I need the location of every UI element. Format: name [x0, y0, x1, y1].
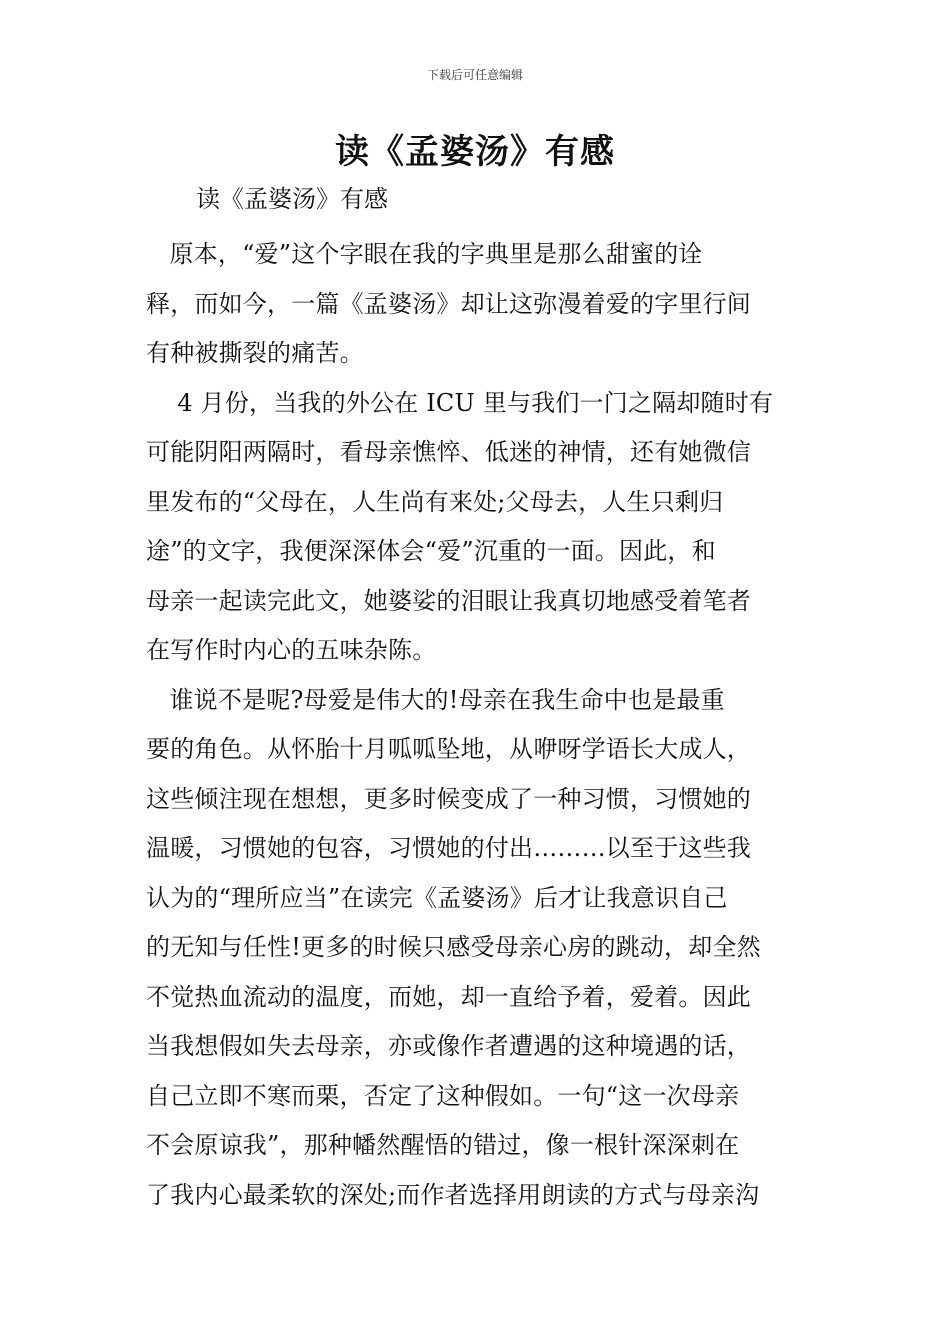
text-line: 认为的“理所应当”在读完《孟婆汤》后才让我意识自己: [146, 883, 728, 912]
text-line: 4 月份，当我的外公在 ICU 里与我们一门之隔却随时有: [146, 388, 774, 417]
text-line: 释，而如今，一篇《孟婆汤》却让这弥漫着爱的字里行间: [146, 289, 751, 318]
paragraph: [146, 230, 806, 379]
paragraph: [146, 676, 806, 1221]
text-line: 不会原谅我”，那种幡然醒悟的错过，像一根针深深刺在: [146, 1131, 740, 1159]
subtitle: 读《孟婆汤》有感: [196, 185, 388, 213]
text-line: 了我内心最柔软的深处;而作者选择用朗读的方式与母亲沟: [146, 1180, 760, 1209]
text-line: 原本，“爱”这个字眼在我的字典里是那么甜蜜的诠: [146, 240, 703, 268]
body-text: [146, 230, 806, 1220]
text-line: 可能阴阳两隔时，看母亲憔悴、低迷的神情，还有她微信: [146, 438, 751, 466]
text-line: 母亲一起读完此文，她婆娑的泪眼让我真切地感受着笔者: [146, 586, 751, 615]
text-line: 要的角色。从怀胎十月呱呱坠地，从咿呀学语长大成人，: [146, 735, 751, 763]
page-title: 读《孟婆汤》有感: [335, 132, 615, 172]
text-line: 里发布的“父母在，人生尚有来处;父母去，人生只剩归: [146, 487, 724, 516]
header-note: 下载后可任意编辑: [426, 68, 523, 82]
text-line: 有种被撕裂的痛苦。: [146, 339, 364, 367]
paragraph: [146, 379, 806, 676]
text-line: 的无知与任性!更多的时候只感受母亲心房的跳动，却全然: [146, 933, 761, 961]
text-line: 当我想假如失去母亲，亦或像作者遭遇的这种境遇的话，: [146, 1032, 751, 1060]
text-line: 自己立即不寒而栗，否定了这种假如。一句“这一次母亲: [146, 1081, 740, 1110]
text-line: 途”的文字，我便深深体会“爱”沉重的一面。因此，和: [146, 537, 716, 565]
text-line: 谁说不是呢?母爱是伟大的!母亲在我生命中也是最重: [146, 685, 725, 714]
text-line: 这些倾注现在想想，更多时候变成了一种习惯，习惯她的: [146, 784, 751, 813]
text-line: 温暖，习惯她的包容，习惯她的付出………以至于这些我: [146, 834, 751, 862]
text-line: 不觉热血流动的温度，而她，却一直给予着，爱着。因此: [146, 982, 751, 1011]
text-line: 在写作时内心的五味杂陈。: [146, 636, 437, 664]
